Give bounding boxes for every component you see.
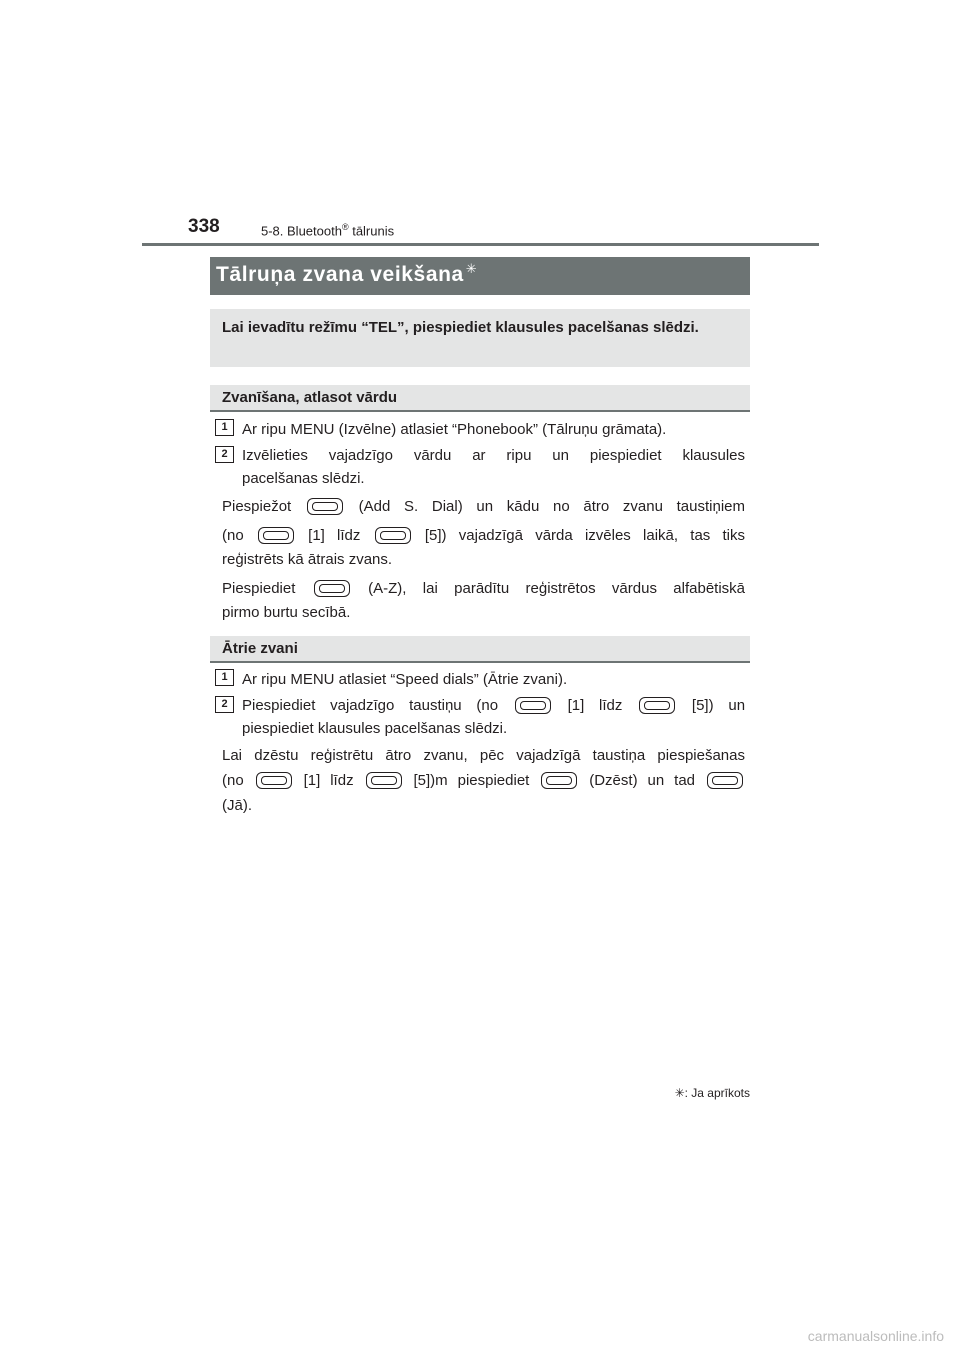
- section1-step1: Ar ripu MENU (Izvēlne) atlasiet “Phonebook” (Tālruņu grāmata).: [242, 421, 667, 438]
- preset-button-icon: [366, 772, 402, 789]
- preset-button-icon: [515, 697, 551, 714]
- section2-note-line1: Lai dzēstu reģistrētu ātro zvanu, pēc vajadzīgā taustiņa piespiešanas: [222, 747, 745, 764]
- text: (no: [222, 527, 244, 544]
- section1-step2-line2: pacelšanas slēdzi.: [242, 470, 365, 487]
- section1-note1-line3: reģistrēts kā ātrais zvans.: [222, 551, 393, 568]
- preset-button-icon: [256, 772, 292, 789]
- header-rule: [142, 243, 819, 246]
- registered-mark: ®: [341, 222, 349, 232]
- yes-button-icon: [707, 772, 743, 789]
- a-z-button-icon: [314, 580, 350, 597]
- text: [1] līdz: [567, 697, 623, 714]
- step-number-1: 1: [215, 419, 234, 436]
- title-bar: [210, 257, 750, 295]
- text: (no: [222, 772, 244, 789]
- text: [5])m piespiediet: [413, 772, 530, 789]
- section2-note-line2: [222, 769, 745, 793]
- text: [1] līdz: [308, 527, 361, 544]
- section1-note2-line2: pirmo burtu secībā.: [222, 604, 351, 621]
- text: [5]) un: [691, 697, 746, 714]
- text: (Add S. Dial) un kādu no ātro zvanu taustiņiem: [358, 498, 746, 515]
- add-speed-dial-button-icon: [307, 498, 343, 515]
- section1-note1-line1: [222, 495, 745, 519]
- footnote: ✳: Ja aprīkots: [674, 1086, 750, 1100]
- title-text: Tālruņa zvana veikšana: [216, 263, 464, 286]
- text: (Dzēst) un tad: [589, 772, 696, 789]
- section2-step2-line1: [242, 694, 745, 718]
- text: [1] līdz: [303, 772, 354, 789]
- asterisk-icon: ✳: [465, 261, 478, 276]
- section2-step1: Ar ripu MENU atlasiet “Speed dials” (Ātrie zvani).: [242, 671, 568, 688]
- text: Piespiežot: [222, 498, 292, 515]
- text: Piespiediet vajadzīgo taustiņu (no: [242, 697, 499, 714]
- step-number-2: 2: [215, 696, 234, 713]
- section1-note1-line2: [222, 524, 745, 548]
- preset-button-icon: [375, 527, 411, 544]
- text: [5]) vajadzīgā vārda izvēles laikā, tas tiks: [424, 527, 746, 544]
- section-reference: [261, 222, 394, 238]
- preset-button-icon: [258, 527, 294, 544]
- section1-note2-line1: [222, 577, 745, 601]
- page-number: 338: [188, 216, 220, 237]
- section1-step2-line1: Izvēlieties vajadzīgo vārdu ar ripu un piespiediet klausules: [242, 447, 745, 464]
- text: Piespiediet: [222, 580, 296, 597]
- section2-heading: Ātrie zvani: [210, 636, 750, 663]
- text: (A-Z), lai parādītu reģistrētos vārdus alfabētiskā: [368, 580, 746, 597]
- section2-step2-line2: piespiediet klausules pacelšanas slēdzi.: [242, 720, 508, 737]
- delete-button-icon: [541, 772, 577, 789]
- section1-heading: Zvanīšana, atlasot vārdu: [210, 385, 750, 412]
- section-suffix: tālrunis: [348, 223, 395, 239]
- step-number-1: 1: [215, 669, 234, 686]
- intro-box: Lai ievadītu režīmu “TEL”, piespiediet klausules pacelšanas slēdzi.: [210, 309, 750, 367]
- watermark: carmanualsonline.info: [807, 1328, 944, 1344]
- preset-button-icon: [639, 697, 675, 714]
- step-number-2: 2: [215, 446, 234, 463]
- section-prefix: 5-8. Bluetooth: [261, 223, 342, 239]
- section2-note-line3: (Jā).: [222, 797, 252, 814]
